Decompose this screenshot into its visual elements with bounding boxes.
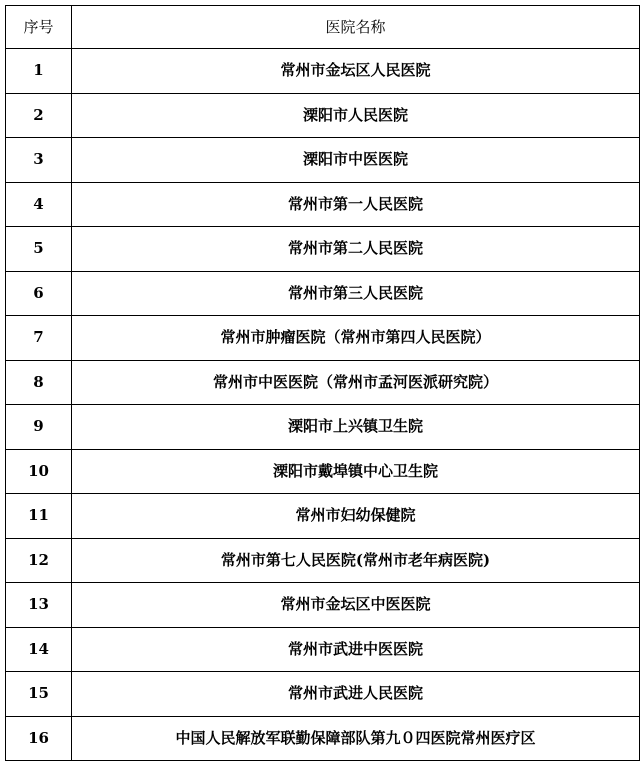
table-row (6, 538, 640, 583)
table-row (6, 182, 640, 227)
table-row (6, 494, 640, 539)
hospital-name: 常州市第二人民医院 (72, 227, 640, 272)
table-row (6, 360, 640, 405)
table-row (6, 672, 640, 717)
hospital-name: 溧阳市人民医院 (72, 93, 640, 138)
row-number: 1 (6, 49, 72, 94)
hospital-name: 常州市第一人民医院 (72, 182, 640, 227)
table-row (6, 49, 640, 94)
hospital-name: 常州市金坛区人民医院 (72, 49, 640, 94)
hospital-name: 常州市武进人民医院 (72, 672, 640, 717)
hospital-name: 常州市中医医院（常州市孟河医派研究院） (72, 360, 640, 405)
table-row (6, 716, 640, 761)
row-number: 7 (6, 316, 72, 361)
table-row (6, 405, 640, 450)
table-row (6, 449, 640, 494)
hospital-name: 溧阳市上兴镇卫生院 (72, 405, 640, 450)
hospital-name: 常州市第七人民医院(常州市老年病医院) (72, 538, 640, 583)
table-row (6, 583, 640, 628)
row-number: 9 (6, 405, 72, 450)
table-header-row (6, 6, 640, 49)
hospital-name: 溧阳市中医医院 (72, 138, 640, 183)
hospital-name: 常州市第三人民医院 (72, 271, 640, 316)
row-number: 11 (6, 494, 72, 539)
table-row (6, 271, 640, 316)
hospital-name: 常州市金坛区中医医院 (72, 583, 640, 628)
row-number: 2 (6, 93, 72, 138)
header-hospital-name: 医院名称 (72, 6, 640, 49)
row-number: 8 (6, 360, 72, 405)
hospital-name: 中国人民解放军联勤保障部队第九０四医院常州医疗区 (72, 716, 640, 761)
table-row (6, 227, 640, 272)
row-number: 3 (6, 138, 72, 183)
table-row (6, 138, 640, 183)
row-number: 5 (6, 227, 72, 272)
row-number: 16 (6, 716, 72, 761)
hospital-name: 常州市妇幼保健院 (72, 494, 640, 539)
row-number: 10 (6, 449, 72, 494)
header-serial-number: 序号 (6, 6, 72, 49)
hospital-name: 溧阳市戴埠镇中心卫生院 (72, 449, 640, 494)
table-row (6, 627, 640, 672)
row-number: 6 (6, 271, 72, 316)
row-number: 15 (6, 672, 72, 717)
row-number: 12 (6, 538, 72, 583)
row-number: 14 (6, 627, 72, 672)
table-row (6, 93, 640, 138)
hospital-name: 常州市肿瘤医院（常州市第四人民医院） (72, 316, 640, 361)
hospital-table (5, 5, 640, 761)
row-number: 13 (6, 583, 72, 628)
table-row (6, 316, 640, 361)
hospital-name: 常州市武进中医医院 (72, 627, 640, 672)
row-number: 4 (6, 182, 72, 227)
